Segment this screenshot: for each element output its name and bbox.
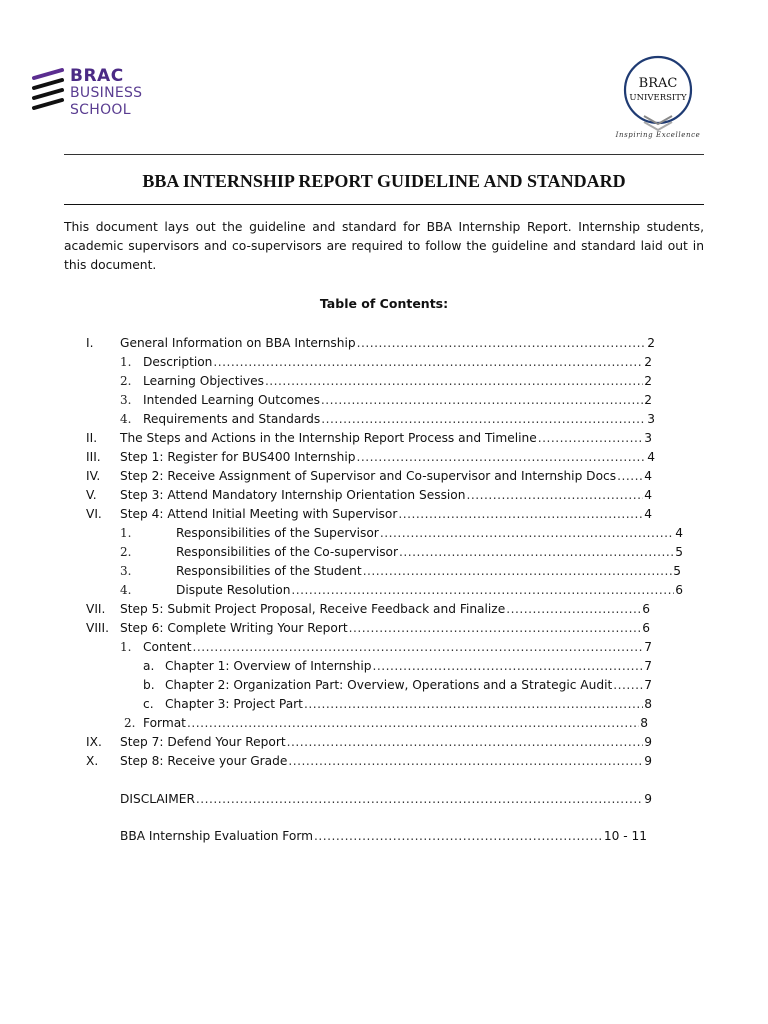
toc-number: 2. (120, 374, 132, 388)
toc-entry-title: Step 6: Complete Writing Your Report (120, 621, 348, 635)
toc-page-number: 4 (647, 450, 655, 464)
toc-leader-dots (287, 733, 644, 751)
toc-entry-title: Step 2: Receive Assignment of Supervisor and Co-supervisor and Internship Docs (120, 469, 617, 483)
toc-entry[interactable] (165, 676, 652, 694)
toc-page-number: 4 (644, 469, 652, 483)
document-title: BBA INTERNSHIP REPORT GUIDELINE AND STANDARD (142, 171, 626, 191)
toc-entry[interactable] (165, 695, 652, 713)
toc-page-number: 6 (675, 583, 683, 597)
toc-entry-title: Step 3: Attend Mandatory Internship Orientation Session (120, 488, 466, 502)
toc-row[interactable] (0, 372, 768, 390)
toc-entry[interactable] (120, 467, 652, 485)
toc-row[interactable] (0, 619, 768, 637)
toc-row[interactable] (0, 638, 768, 656)
toc-entry[interactable] (176, 562, 681, 580)
bbs-logo-line2: BUSINESS (70, 85, 143, 101)
toc-page-number: 4 (675, 526, 683, 540)
toc-leader-dots (321, 410, 646, 428)
toc-row[interactable] (0, 334, 768, 352)
toc-row[interactable] (0, 733, 768, 751)
toc-leader-dots (349, 619, 642, 637)
toc-page-number: 6 (642, 602, 650, 616)
toc-entry[interactable] (120, 827, 647, 845)
toc-entry[interactable] (143, 410, 655, 428)
toc-page-number: 9 (644, 792, 652, 806)
toc-entry-title: General Information on BBA Internship (120, 336, 356, 350)
toc-entry[interactable] (176, 543, 683, 561)
toc-number: 3. (120, 564, 132, 578)
toc-leader-dots (357, 334, 647, 352)
toc-page-number: 3 (644, 431, 652, 445)
toc-entry[interactable] (165, 657, 652, 675)
toc-leader-dots (399, 543, 674, 561)
toc-entry[interactable] (120, 790, 652, 808)
toc-page-number: 10 - 11 (603, 829, 647, 843)
toc-entry-title: Requirements and Standards (143, 412, 321, 426)
toc-page-number: 9 (644, 754, 652, 768)
bu-tagline: Inspiring Excellence (615, 131, 701, 139)
toc-row[interactable] (0, 752, 768, 770)
toc-leader-dots (192, 638, 643, 656)
toc-number: c. (143, 697, 154, 711)
toc-entry-title: Description (143, 355, 213, 369)
toc-entry-title: Chapter 2: Organization Part: Overview, Operations and a Strategic Audit (165, 678, 613, 692)
toc-leader-dots (304, 695, 643, 713)
toc-page-number: 6 (642, 621, 650, 635)
toc-entry[interactable] (120, 733, 652, 751)
toc-entry[interactable] (143, 638, 652, 656)
toc-row[interactable] (0, 410, 768, 428)
toc-page-number: 2 (644, 355, 652, 369)
toc-page-number: 7 (644, 640, 652, 654)
toc-row[interactable] (0, 353, 768, 371)
toc-row[interactable] (0, 391, 768, 409)
toc-page-number: 7 (644, 678, 652, 692)
toc-entry-title: Dispute Resolution (176, 583, 291, 597)
toc-row[interactable] (0, 467, 768, 485)
toc-entry[interactable] (176, 581, 683, 599)
toc-entry[interactable] (120, 334, 655, 352)
toc-leader-dots (613, 676, 643, 694)
toc-number: 2. (124, 716, 136, 730)
toc-page-number: 7 (644, 659, 652, 673)
toc-number: III. (86, 450, 101, 464)
toc-row[interactable] (0, 657, 768, 675)
toc-row[interactable] (0, 581, 768, 599)
toc-page-number: 5 (673, 564, 681, 578)
toc-leader-dots (617, 467, 643, 485)
toc-entry[interactable] (120, 600, 650, 618)
toc-entry[interactable] (143, 353, 652, 371)
toc-row[interactable] (0, 448, 768, 466)
toc-number: II. (86, 431, 98, 445)
toc-entry[interactable] (120, 429, 652, 447)
toc-leader-dots (506, 600, 641, 618)
toc-entry[interactable] (176, 524, 683, 542)
toc-number: VII. (86, 602, 106, 616)
toc-entry-title: Step 4: Attend Initial Meeting with Supervisor (120, 507, 398, 521)
toc-row[interactable] (0, 524, 768, 542)
toc-page-number: 2 (644, 393, 652, 407)
toc-entry-title: Format (143, 716, 186, 730)
toc-number: 1. (120, 355, 132, 369)
toc-entry-title: Step 5: Submit Project Proposal, Receive Feedback and Finalize (120, 602, 506, 616)
intro-paragraph: This document lays out the guideline and standard for BBA Internship Report. Internship students, academic supervisors and co-supervisors are required to follow the guideline and standard laid out in this document. (64, 220, 704, 272)
toc-number: 4. (120, 412, 132, 426)
toc-row[interactable] (0, 676, 768, 694)
toc-row[interactable] (0, 505, 768, 523)
toc-leader-dots (196, 790, 643, 808)
toc-entry-title: Step 8: Receive your Grade (120, 754, 288, 768)
toc-entry-title: Responsibilities of the Student (176, 564, 362, 578)
toc-heading: Table of Contents: (319, 296, 449, 311)
toc-row[interactable] (0, 600, 768, 618)
toc-number: a. (143, 659, 155, 673)
toc-leader-dots (373, 657, 644, 675)
toc-entry[interactable] (120, 505, 652, 523)
toc-page-number: 4 (644, 507, 652, 521)
toc-leader-dots (538, 429, 643, 447)
toc-leader-dots (213, 353, 643, 371)
toc-number: IV. (86, 469, 101, 483)
toc-leader-dots (398, 505, 643, 523)
toc-entry-title: Step 1: Register for BUS400 Internship (120, 450, 356, 464)
toc-page-number: 3 (647, 412, 655, 426)
toc-page-number: 9 (644, 735, 652, 749)
toc-entry-title: Intended Learning Outcomes (143, 393, 320, 407)
toc-entry-title: DISCLAIMER (120, 792, 195, 806)
toc-page-number: 2 (644, 374, 652, 388)
toc-row[interactable] (0, 827, 768, 845)
toc-number: 1. (120, 526, 132, 540)
toc-number: b. (143, 678, 155, 692)
toc-entry-title: Chapter 3: Project Part (165, 697, 303, 711)
toc-row[interactable] (0, 695, 768, 713)
toc-number: 3. (120, 393, 132, 407)
toc-row[interactable] (0, 486, 768, 504)
toc-entry-title: The Steps and Actions in the Internship Report Process and Timeline (120, 431, 537, 445)
toc-entry[interactable] (120, 619, 650, 637)
toc-entry[interactable] (120, 752, 652, 770)
toc-entry[interactable] (120, 448, 655, 466)
toc-page-number: 4 (644, 488, 652, 502)
bu-logo-line1: BRAC (638, 76, 678, 91)
toc-entry-title: BBA Internship Evaluation Form (120, 829, 313, 843)
toc-number: 1. (120, 640, 132, 654)
toc-page-number: 8 (644, 697, 652, 711)
toc-leader-dots (357, 448, 647, 466)
toc-entry[interactable] (120, 486, 652, 504)
toc-entry-title: Responsibilities of the Supervisor (176, 526, 379, 540)
toc-entry[interactable] (143, 372, 652, 390)
toc-number: V. (86, 488, 97, 502)
toc-leader-dots (288, 752, 643, 770)
toc-row[interactable] (0, 562, 768, 580)
toc-row[interactable] (0, 790, 768, 808)
toc-entry-title: Learning Objectives (143, 374, 264, 388)
bbs-logo-line3: SCHOOL (70, 102, 131, 118)
toc-page-number: 2 (647, 336, 655, 350)
toc-entry-title: Responsibilities of the Co-supervisor (176, 545, 399, 559)
toc-leader-dots (187, 714, 639, 732)
toc-row[interactable] (0, 714, 768, 732)
toc-entry-title: Content (143, 640, 192, 654)
toc-number: VI. (86, 507, 102, 521)
toc-number: 4. (120, 583, 132, 597)
toc-row[interactable] (0, 543, 768, 561)
toc-entry-title: Step 7: Defend Your Report (120, 735, 286, 749)
toc-leader-dots (363, 562, 673, 580)
toc-number: IX. (86, 735, 102, 749)
toc-leader-dots (314, 827, 603, 845)
toc-row[interactable] (0, 429, 768, 447)
toc-leader-dots (321, 391, 643, 409)
toc-number: X. (86, 754, 99, 768)
bbs-logo-line1: BRAC (70, 66, 124, 86)
toc-leader-dots (466, 486, 643, 504)
toc-entry[interactable] (143, 391, 652, 409)
toc-leader-dots (291, 581, 674, 599)
toc-number: VIII. (86, 621, 109, 635)
bu-logo-line2: UNIVERSITY (629, 93, 687, 103)
toc-page-number: 5 (675, 545, 683, 559)
toc-entry[interactable] (143, 714, 648, 732)
toc-number: I. (86, 336, 94, 350)
toc-leader-dots (380, 524, 674, 542)
toc-number: 2. (120, 545, 132, 559)
toc-entry-title: Chapter 1: Overview of Internship (165, 659, 372, 673)
toc-page-number: 8 (640, 716, 648, 730)
toc-leader-dots (265, 372, 643, 390)
